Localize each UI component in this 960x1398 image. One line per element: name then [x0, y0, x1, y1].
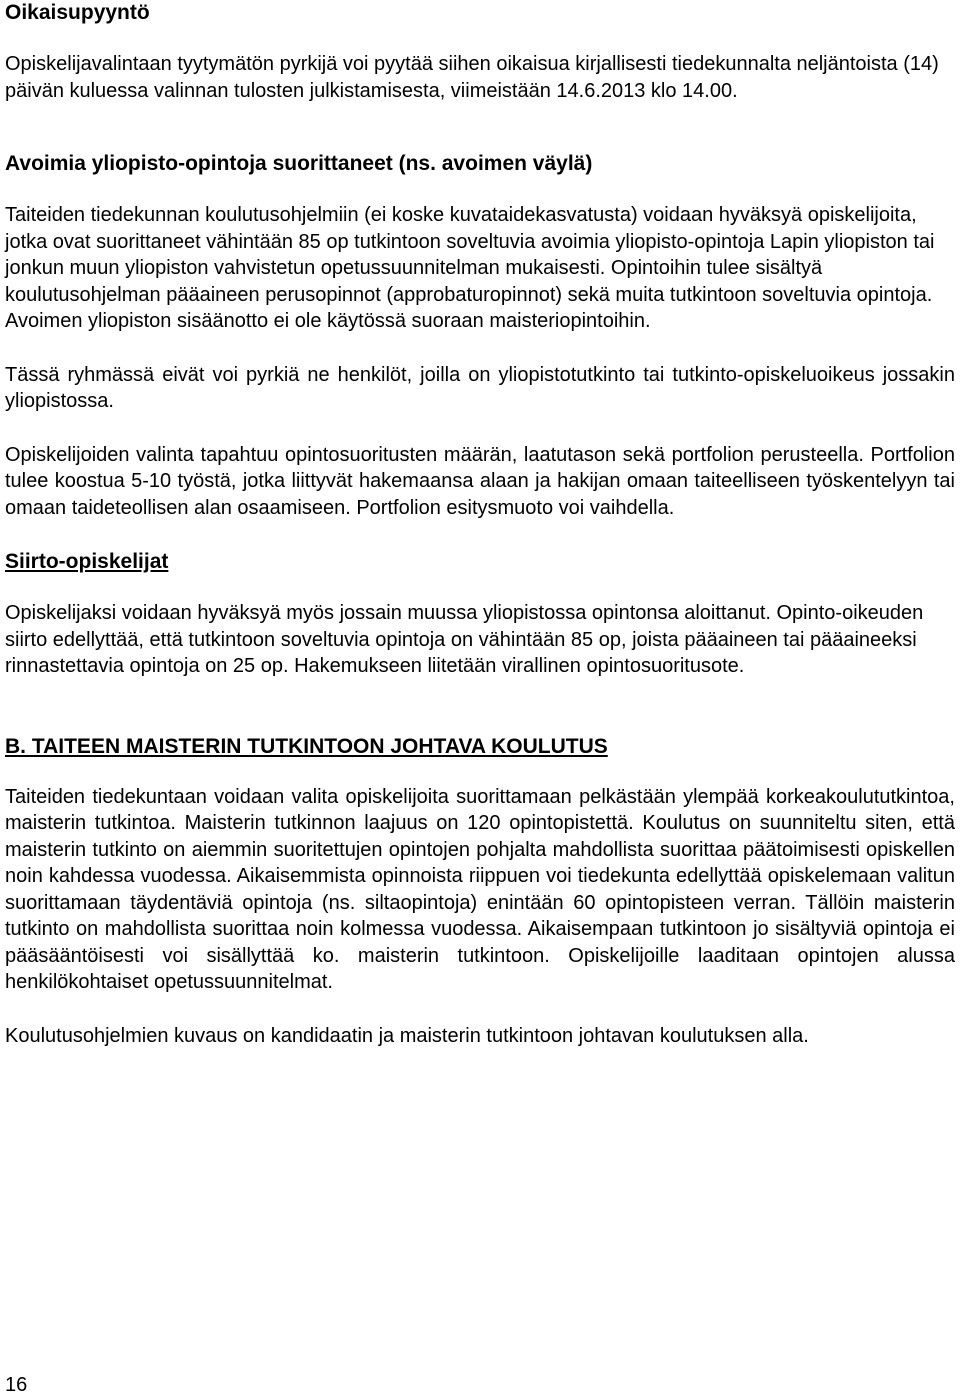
document-page [5, 0, 955, 1049]
heading-siirto: Siirto-opiskelijat [5, 550, 169, 573]
heading-maisteri: B. TAITEEN MAISTERIN TUTKINTOON JOHTAVA KOULUTUS [5, 734, 608, 758]
paragraph-avoimia-2: Tässä ryhmässä eivät voi pyrkiä ne henkilöt, joilla on yliopistotutkinto tai tutkinto-opiskeluoikeus jossakin yliopistossa. [5, 363, 955, 412]
paragraph-maisteri-1: Taiteiden tiedekuntaan voidaan valita opiskelijoita suorittamaan pelkästään ylempää korkeakoulututkintoa, maisterin tutkintoa. Maisterin tutkinnon laajuus on 120 opintopistettä. Koulutus on suunniteltu siten, että maisterin tutkinto on aiemmin suoritettujen opintojen pohjalta mahdollista suorittaa päätoimisesti opiskellen noin kahdessa vuodessa. Aikaisemmista opinnoista riippuen voi tiedekunta edellyttää opiskelemaan valitun suorittamaan täydentäviä opintoja (ns. siltaopintoja) enintään 60 opintopisteen verran. Tällöin maisterin tutkinto on mahdollista suorittaa noin kolmessa vuodessa. Aikaisempaan tutkintoon jo sisältyviä opintoja ei pääsääntöisesti voi sisällyttää ko. maisterin tutkintoon. Opiskelijoille laaditaan opintojen alussa henkilökohtaiset opetussuunnitelmat. [5, 785, 955, 993]
page-number: 16 [5, 1374, 28, 1396]
paragraph-siirto: Opiskelijaksi voidaan hyväksyä myös jossain muussa yliopistossa opintonsa aloittanut. Opinto-oikeuden siirto edellyttää, että tutkintoon soveltuvia opintoja on vähintään 85 op, joista pääaineen tai pääaineeksi rinnastettavia opintoja on 25 op. Hakemukseen liitetään virallinen opintosuoritusote. [5, 602, 924, 677]
paragraph-avoimia-1: Taiteiden tiedekunnan koulutusohjelmiin (ei koske kuvataidekasvatusta) voidaan hyväksyä opiskelijoita, jotka ovat suorittaneet vähintään 85 op tutkintoon soveltuvia avoimia yliopisto-opintoja Lapin yliopiston tai jonkun muun yliopiston vahvistetun opetussuunnitelman mukaisesti. Opintoihin tulee sisältyä koulutusohjelman pääaineen perusopinnot (approbaturopinnot) sekä muita tutkintoon soveltuvia opintoja. Avoimen yliopiston sisäänotto ei ole käytössä suoraan maisteriopintoihin. [5, 204, 935, 332]
paragraph-oikaisupyynto: Opiskelijavalintaan tyytymätön pyrkijä voi pyytää siihen oikaisua kirjallisesti tiedekunnalta neljäntoista (14) päivän kuluessa valinnan tulosten julkistamisesta, viimeistään 14.6.2013 klo 14.00. [5, 53, 939, 102]
paragraph-maisteri-2: Koulutusohjelmien kuvaus on kandidaatin ja maisterin tutkintoon johtavan koulutuksen alla. [5, 1024, 809, 1047]
heading-oikaisupyynto: Oikaisupyyntö [5, 1, 150, 24]
paragraph-avoimia-3: Opiskelijoiden valinta tapahtuu opintosuoritusten määrän, laatutason sekä portfolion perusteella. Portfolion tulee koostua 5-10 työstä, jotka liittyvät hakemaansa alaan ja hakijan omaan taiteelliseen työskentelyyn tai omaan taideteollisen alan osaamiseen. Portfolion esitysmuoto voi vaihdella. [5, 443, 955, 519]
heading-avoimia: Avoimia yliopisto-opintoja suorittaneet (ns. avoimen väylä) [5, 152, 593, 175]
